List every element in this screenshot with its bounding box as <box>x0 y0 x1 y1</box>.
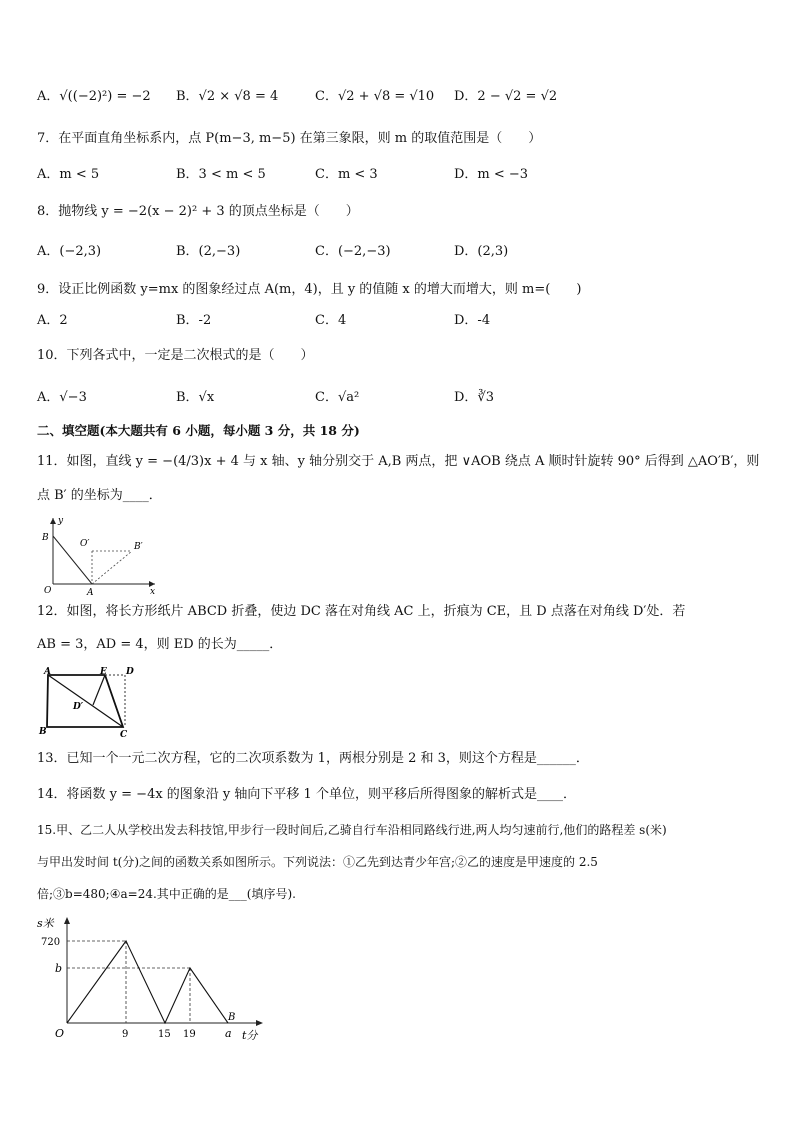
q6-option-b: B．√2 × √8 = 4 <box>176 89 279 104</box>
q11-label-b1: B′ <box>134 542 143 552</box>
q6-option-d: D．2 − √2 = √2 <box>454 89 558 104</box>
q12-segment-ed1 <box>93 675 105 705</box>
q12-diagonal-ac <box>48 675 123 727</box>
q11-label-o: O <box>44 586 52 596</box>
q15-label-a: a <box>225 1027 232 1040</box>
q12-label-d: D <box>126 667 134 677</box>
q9-option-c: C．4 <box>315 313 347 328</box>
q11-line2: 点 B′ 的坐标为____． <box>37 488 162 503</box>
q9-option-a: A．2 <box>37 313 68 328</box>
q11-figure <box>37 514 161 598</box>
q10-stem: 10．下列各式中，一定是二次根式的是（ ） <box>37 348 314 363</box>
q12-figure <box>37 665 145 739</box>
q15-line2: 与甲出发时间 t(分)之间的函数关系如图所示。下列说法：①乙先到达青少年宫;②乙的速度是甲速度的 2.5 <box>37 855 598 869</box>
q15-label-b-value: b <box>55 962 63 975</box>
q15-line3: 倍;③b=480;④a=24.其中正确的是___(填序号). <box>37 887 296 901</box>
q15-t-arrow-icon <box>256 1020 263 1026</box>
q11-segment-ab1 <box>92 551 132 584</box>
q8-option-b: B．(2,−3) <box>176 244 241 259</box>
q15-label-t19: 19 <box>183 1029 196 1040</box>
q11-y-arrow-icon <box>50 518 56 524</box>
q10-option-b: B．√x <box>176 390 215 405</box>
q7-option-d: D．m < −3 <box>454 167 529 182</box>
q15-label-t9: 9 <box>122 1029 129 1040</box>
q9-option-b: B．-2 <box>176 313 212 328</box>
q11-label-b: B <box>42 533 49 543</box>
q15-graph-line <box>67 941 228 1023</box>
q12-label-e: E <box>100 667 107 677</box>
q12-label-d1: D′ <box>73 702 84 712</box>
q8-stem: 8．抛物线 y = −2(x − 2)² + 3 的顶点坐标是（ ） <box>37 204 359 219</box>
q11-label-y: y <box>58 516 64 526</box>
q12-line2: AB = 3，AD = 4，则 ED 的长为_____． <box>37 637 283 652</box>
q7-option-b: B．3 < m < 5 <box>176 167 266 182</box>
q15-label-s: s米 <box>37 917 54 930</box>
q7-option-a: A．m < 5 <box>37 167 100 182</box>
q14-text: 14．将函数 y = −4x 的图象沿 y 轴向下平移 1 个单位，则平移后所得图象的解析式是____． <box>37 787 576 802</box>
q15-label-t: t分 <box>242 1029 258 1042</box>
q8-option-c: C．(−2,−3) <box>315 244 391 259</box>
q11-label-x: x <box>150 587 156 597</box>
q7-stem: 7．在平面直角坐标系内，点 P(m−3, m−5) 在第三象限，则 m 的取值范围是（ ） <box>37 131 542 146</box>
q11-line1: 11．如图，直线 y = −(4/3)x + 4 与 x 轴、y 轴分别交于 A,B 两点，把 ∨AOB 绕点 A 顺时针旋转 90° 后得到 △AO′B′，则 <box>37 454 760 469</box>
q8-option-d: D．(2,3) <box>454 244 509 259</box>
q15-line1: 15.甲、乙二人从学校出发去科技馆,甲步行一段时间后,乙骑自行车沿相同路线行进,两人均匀速前行,他们的路程差 s(米) <box>37 823 667 837</box>
q15-label-720: 720 <box>41 937 61 948</box>
q7-option-c: C．m < 3 <box>315 167 378 182</box>
section-heading-fill-in: 二、填空题(本大题共有 6 小题，每小题 3 分，共 18 分) <box>37 423 360 438</box>
q8-option-a: A．(−2,3) <box>37 244 102 259</box>
q9-stem: 9．设正比例函数 y=mx 的图象经过点 A(m，4)，且 y 的值随 x 的增大而增大，则 m=( ) <box>37 282 582 297</box>
q11-label-o1: O′ <box>80 539 90 549</box>
q15-figure <box>35 913 275 1048</box>
q15-label-origin: O <box>55 1027 65 1040</box>
q6-option-c: C．√2 + √8 = √10 <box>315 89 435 104</box>
q12-label-a: A <box>44 667 51 677</box>
q15-label-t15: 15 <box>158 1029 171 1040</box>
q6-option-a: A．√((−2)²) = −2 <box>37 89 151 104</box>
q12-fold-ce <box>105 675 123 727</box>
q15-label-point-b: B <box>228 1012 236 1023</box>
q10-option-c: C．√a² <box>315 390 360 405</box>
q10-option-d: D．∛3 <box>454 390 494 405</box>
q9-option-d: D．-4 <box>454 313 491 328</box>
q12-line1: 12．如图，将长方形纸片 ABCD 折叠，使边 DC 落在对角线 AC 上，折痕为 CE，且 D 点落在对角线 D′处．若 <box>37 604 686 619</box>
q10-option-a: A．√−3 <box>37 390 87 405</box>
q15-s-arrow-icon <box>64 917 70 924</box>
q13-text: 13．已知一个一元二次方程，它的二次项系数为 1，两根分别是 2 和 3，则这个方程是______． <box>37 751 589 766</box>
q12-label-c: C <box>120 730 128 739</box>
q12-label-b: B <box>39 727 47 737</box>
q11-label-a: A <box>87 588 94 598</box>
